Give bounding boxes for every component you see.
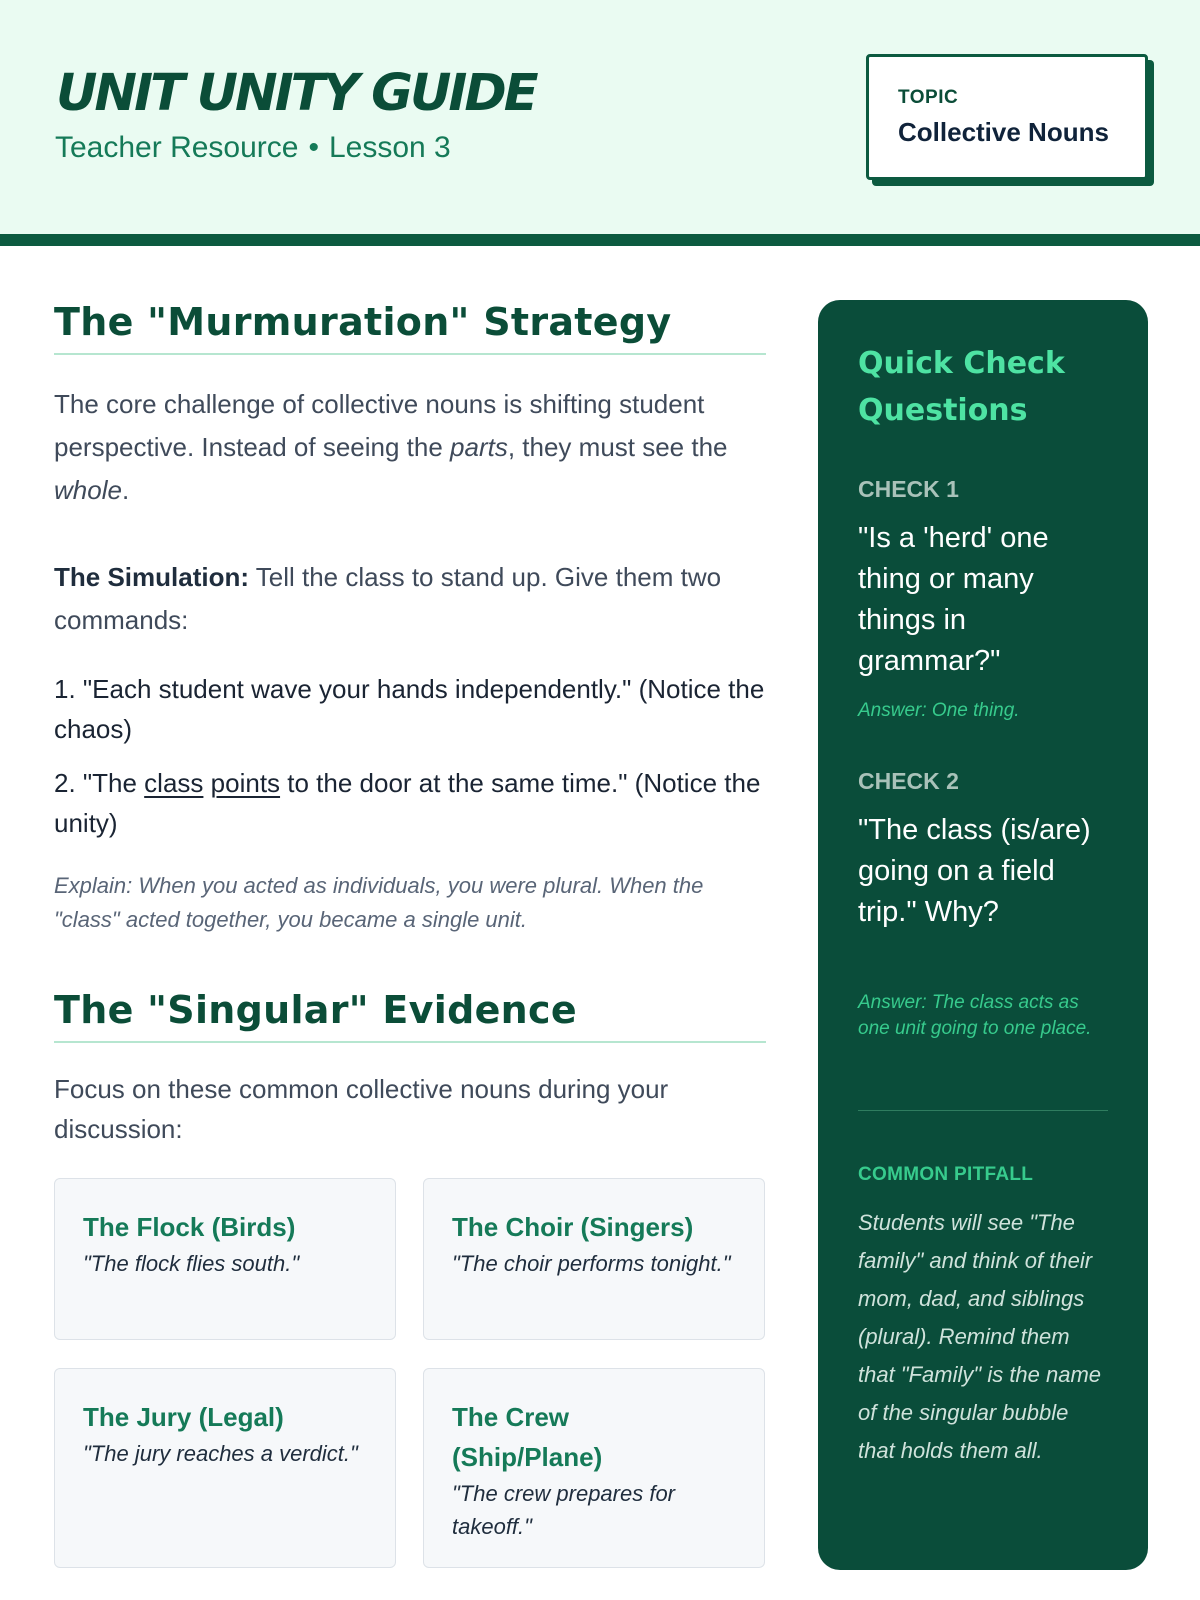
pitfall-text: Students will see "The family" and think of their mom, dad, and siblings (plural). Remind them that "Family" is the name of the singular bubble that holds them all.: [858, 1210, 1102, 1463]
check-answer: Answer: The class acts as one unit going to one place.: [858, 992, 1092, 1039]
noun-card: [423, 1368, 765, 1568]
command-2-word-points: points: [210, 768, 281, 798]
noun-card: [423, 1178, 765, 1340]
page-subtitle: [55, 131, 451, 165]
noun-card-title: The Flock (Birds): [83, 1212, 296, 1242]
check-answer: Answer: One thing.: [858, 700, 1020, 721]
command-2-text-a: 2. "The: [54, 768, 145, 798]
simulation-paragraph: [54, 556, 764, 642]
noun-card-example: "The jury reaches a verdict.": [83, 1441, 358, 1466]
check-question: "Is a 'herd' one thing or many things in grammar?": [858, 522, 1049, 677]
sidebar-divider: [858, 1110, 1108, 1111]
simulation-text: Tell the class to stand up. Give them two commands:: [54, 562, 722, 635]
header-divider: [0, 234, 1200, 246]
simulation-label: The Simulation:: [54, 562, 249, 592]
topic-label: TOPIC: [898, 87, 959, 108]
command-2-space: [203, 768, 210, 798]
noun-card: [54, 1368, 396, 1568]
pitfall-label: COMMON PITFALL: [858, 1164, 1034, 1185]
section-rule: [54, 1041, 766, 1043]
section-heading-murmuration: The "Murmuration" Strategy: [54, 300, 672, 344]
noun-card-example: "The choir performs tonight.": [452, 1251, 731, 1276]
command-2-text-b: to the door at the same time." (Notice the unity): [54, 768, 761, 838]
noun-card-example: "The crew prepares for takeoff.": [452, 1481, 676, 1539]
intro-emphasis-whole: whole: [54, 475, 122, 505]
topic-value: Collective Nouns: [898, 117, 1109, 147]
intro-emphasis-parts: parts: [450, 432, 508, 462]
noun-card-title: The Jury (Legal): [83, 1402, 284, 1432]
quick-check-sidebar: [818, 300, 1148, 1570]
explain-note: Explain: When you acted as individuals, you were plural. When the "class" acted together, you became a single unit.: [54, 873, 704, 932]
noun-card-example: "The flock flies south.": [83, 1251, 300, 1276]
evidence-intro: Focus on these common collective nouns during your discussion:: [54, 1074, 669, 1144]
section-heading-singular: The "Singular" Evidence: [54, 988, 577, 1032]
command-1: 1. "Each student wave your hands independently." (Notice the chaos): [54, 674, 765, 744]
section-rule: [54, 353, 766, 355]
command-2: [54, 763, 766, 843]
command-2-word-class: class: [144, 768, 204, 798]
subtitle-resource: Teacher Resource: [55, 131, 299, 164]
noun-card-title: The Crew (Ship/Plane): [452, 1402, 603, 1472]
subtitle-separator: •: [308, 131, 319, 164]
intro-text-c: .: [121, 475, 130, 505]
noun-card: [54, 1178, 396, 1340]
check-label: CHECK 2: [858, 768, 959, 794]
check-label: CHECK 1: [858, 476, 959, 502]
intro-text-a: The core challenge of collective nouns is shifting student perspective. Instead of seeing the: [54, 389, 705, 462]
intro-text-b: , they must see the: [507, 432, 728, 462]
sidebar-title: Quick Check Questions: [858, 346, 1065, 428]
intro-paragraph: [54, 383, 764, 512]
topic-box: [866, 54, 1148, 180]
page-title: UNIT UNITY GUIDE: [56, 64, 536, 123]
subtitle-lesson: Lesson 3: [328, 131, 451, 164]
noun-card-title: The Choir (Singers): [452, 1212, 694, 1242]
check-question: "The class (is/are) going on a field trip." Why?: [858, 814, 1091, 928]
